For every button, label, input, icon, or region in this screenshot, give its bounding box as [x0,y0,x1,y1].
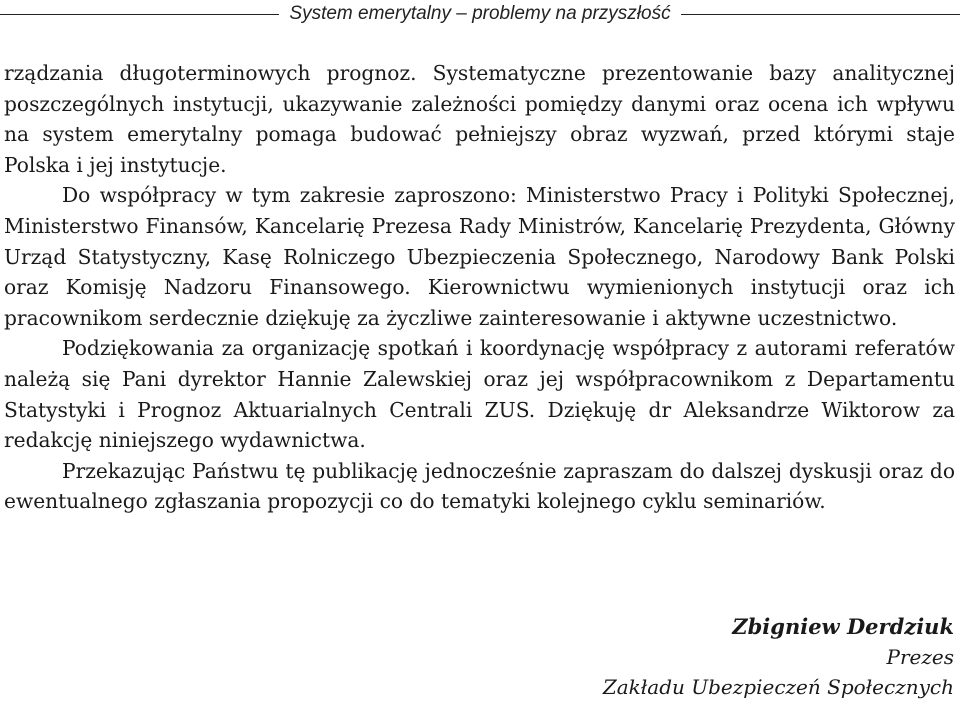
signature-organization: Zakładu Ubezpieczeń Społecznych [602,675,954,699]
paragraph-1: rządzania długoterminowych prognoz. Systematyczne prezentowanie bazy analitycznej poszczególnych instytucji, ukazywanie zależności pomiędzy danymi oraz ocena ich wpływu na system emerytalny pomaga budować pełniejszy obraz wyzwań, przed którymi staje Polska i jej instytucje. [4,61,955,177]
signature-role: Prezes [886,645,954,669]
header-rule-left [0,14,279,15]
paragraph-4: Przekazując Państwu tę publikację jednocześnie zapraszam do dalszej dyskusji oraz do ewentualnego zgłaszania propozycji co do tematyki kolejnego cyklu seminariów. [4,458,955,514]
header-rule-right [681,14,960,15]
header-title: System emerytalny – problemy na przyszłość [289,3,671,24]
paragraph-3: Podziękowania za organizację spotkań i koordynację współpracy z autorami referatów należą się Pani dyrektor Hannie Zalewskiej oraz jej współpracownikom z Departamentu Statystyki i Prognoz Aktuarialnych Centrali ZUS. Dziękuję dr Aleksandrze Wiktorow za redakcję niniejszego wydawnictwa. [4,336,955,453]
signature-name: Zbigniew Derdziuk [732,614,954,639]
signature-block [603,612,954,702]
paragraph-2: Do współpracy w tym zakresie zaproszono: Ministerstwo Pracy i Polityki Społecznej, Ministerstwo Finansów, Kancelarię Prezesa Rady Ministrów, Kancelarię Prezydenta, Główny Urząd Statystyczny, Kasę Rolniczego Ubezpieczenia Społecznego, Narodowy Bank Polski oraz Komisję Nadzoru Finansowego. Kierownictwu wymienionych instytucji oraz ich pracownikom serdecznie dziękuję za życzliwe zainteresowanie i aktywne uczestnictwo. [4,183,955,330]
body-text [4,58,955,517]
running-header [0,0,960,28]
